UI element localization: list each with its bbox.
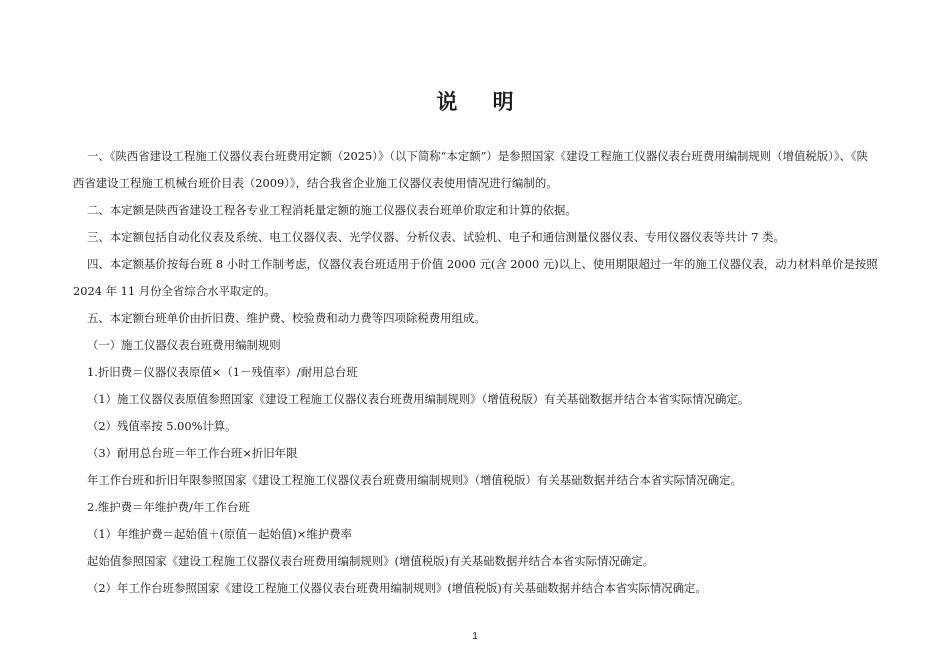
paragraph-2: 二、本定额是陕西省建设工程各专业工程消耗量定额的施工仪器仪表台班单价取定和计算的依据。 [87,203,577,217]
item-annual-work-shifts: （2）年工作台班参照国家《建设工程施工仪器仪表台班费用编制规则》(增值税版)有关基础数据并结合本省实际情况确定。 [87,581,707,595]
note-starting-value: 起始值参照国家《建设工程施工仪器仪表台班费用编制规则》(增值税版)有关基础数据并结合本省实际情况确定。 [87,554,655,568]
formula-depreciation: 1.折旧费＝仪器仪表原值×（1－残值率）/耐用总台班 [87,365,358,379]
formula-maintenance: 2.维护费＝年维护费/年工作台班 [87,500,250,514]
paragraph-4-line-1: 四、本定额基价按每台班 8 小时工作制考虑，仪器仪表台班适用于价值 2000 元(含 2000 元)以上、使用期限超过一年的施工仪器仪表，动力材料单价是按照 [87,257,878,271]
item-residual-rate: （2）残值率按 5.00%计算。 [87,419,237,433]
paragraph-1-line-2: 西省建设工程施工机械台班价目表（2009）》，结合我省企业施工仪器仪表使用情况进行编制的。 [73,176,558,190]
document-body [73,143,878,602]
item-annual-maintenance: （1）年维护费＝起始值＋(原值－起始值)×维护费率 [87,527,352,541]
paragraph-3: 三、本定额包括自动化仪表及系统、电工仪器仪表、光学仪器、分析仪表、试验机、电子和通信测量仪器仪表、专用仪器仪表等共计 7 类。 [87,230,785,244]
note-annual-shifts: 年工作台班和折旧年限参照国家《建设工程施工仪器仪表台班费用编制规则》（增值税版）有关基础数据并结合本省实际情况确定。 [87,473,742,487]
paragraph-1-line-1: 一、《陕西省建设工程施工仪器仪表台班费用定额（2025）》（以下简称“本定额”）是参照国家《建设工程施工仪器仪表台班费用编制规则（增值税版）》、《陕 [87,149,869,163]
item-original-value: （1）施工仪器仪表原值参照国家《建设工程施工仪器仪表台班费用编制规则》（增值税版）有关基础数据并结合本省实际情况确定。 [87,392,750,406]
page-number: 1 [472,631,478,642]
item-total-shifts: （3）耐用总台班＝年工作台班×折旧年限 [87,446,298,460]
paragraph-5: 五、本定额台班单价由折旧费、维护费、校验费和动力费等四项除税费用组成。 [87,311,486,325]
page-title: 说 明 [436,89,528,114]
paragraph-4-line-2: 2024 年 11 月份全省综合水平取定的。 [73,284,276,298]
section-heading-1: （一）施工仪器仪表台班费用编制规则 [87,338,281,352]
